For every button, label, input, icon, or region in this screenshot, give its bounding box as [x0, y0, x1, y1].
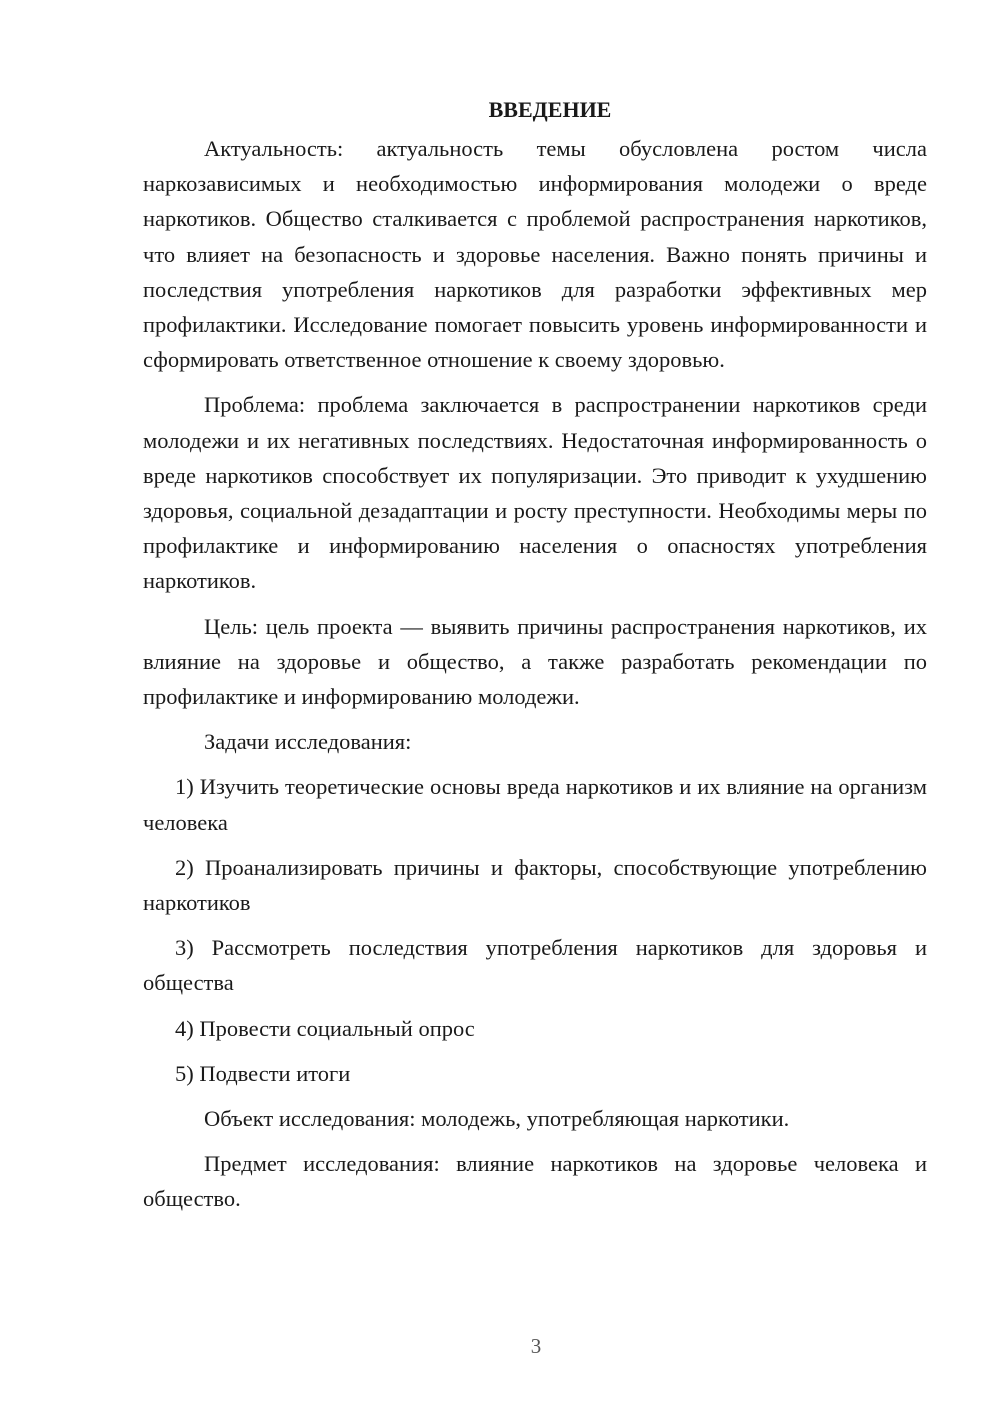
- research-subject-paragraph: Предмет исследования: влияние наркотиков на здоровье человека и общество.: [143, 1151, 927, 1212]
- goal-paragraph: Цель: цель проекта — выявить причины распространения наркотиков, их влияние на здоровье и общество, а также разработать рекомендации по профилактике и информированию молодежи.: [143, 613, 927, 710]
- task-item: 3) Рассмотреть последствия употребления наркотиков для здоровья и общества: [143, 935, 927, 996]
- problem-paragraph: Проблема: проблема заключается в распространении наркотиков среди молодежи и их негативных последствиях. Недостаточная информированность о вреде наркотиков способствует их популяризации. Это приводит к ухудшению здоровья, социальной дезадаптации и росту преступности. Необходимы меры по профилактике и информированию населения о опасностях употребления наркотиков.: [143, 392, 927, 594]
- page-title: ВВЕДЕНИЕ: [488, 97, 612, 122]
- task-item: 5) Подвести итоги: [175, 1060, 351, 1086]
- page-number: 3: [530, 1334, 542, 1358]
- task-item: 2) Проанализировать причины и факторы, способствующие употреблению наркотиков: [143, 854, 927, 916]
- task-item: 1) Изучить теоретические основы вреда наркотиков и их влияние на организм человека: [143, 774, 927, 835]
- page-content: [143, 92, 927, 1227]
- relevance-paragraph: Актуальность: актуальность темы обусловлена ростом числа наркозависимых и необходимостью информирования молодежи о вреде наркотиков. Общество сталкивается с проблемой распространения наркотиков, что влияет на безопасность и здоровье населения. Важно понять причины и последствия употребления наркотиков для разработки эффективных мер профилактики. Исследование помогает повысить уровень информированности и сформировать ответственное отношение к своему здоровью.: [143, 136, 927, 373]
- task-item: 4) Провести социальный опрос: [175, 1015, 475, 1041]
- research-object-paragraph: Объект исследования: молодежь, употребляющая наркотики.: [204, 1106, 790, 1132]
- tasks-heading: Задачи исследования:: [204, 729, 412, 755]
